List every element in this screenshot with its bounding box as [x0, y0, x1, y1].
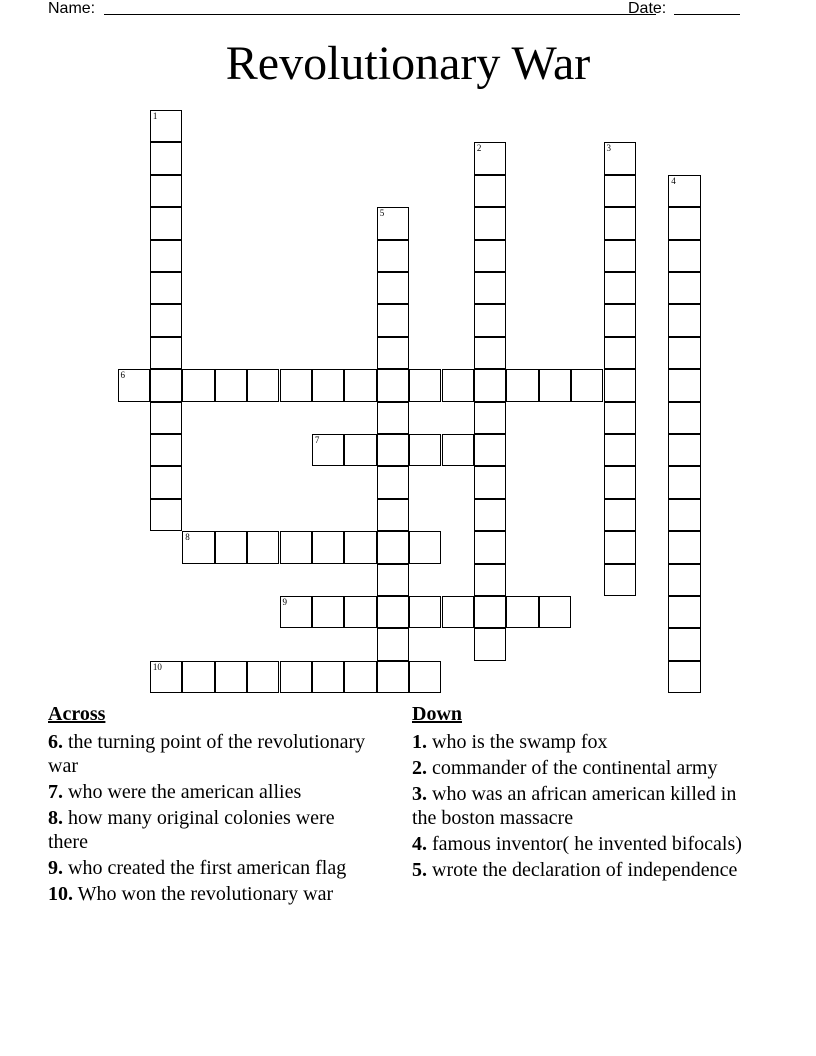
grid-cell[interactable]: [604, 304, 636, 336]
grid-cell[interactable]: [312, 369, 344, 401]
cell-number: 6: [120, 370, 125, 381]
grid-cell[interactable]: [474, 402, 506, 434]
grid-cell[interactable]: [344, 434, 376, 466]
grid-cell[interactable]: [377, 337, 409, 369]
grid-cell[interactable]: [474, 369, 506, 401]
grid-cell[interactable]: [442, 369, 474, 401]
grid-cell[interactable]: [150, 499, 182, 531]
clue-down-5: 5. wrote the declaration of independence: [412, 859, 738, 881]
grid-cell[interactable]: [377, 596, 409, 628]
grid-cell[interactable]: [247, 369, 279, 401]
grid-cell[interactable]: [150, 661, 182, 693]
clue-down-1: 1. who is the swamp fox: [412, 731, 608, 753]
grid-cell[interactable]: [150, 272, 182, 304]
grid-cell[interactable]: [182, 661, 214, 693]
grid-cell[interactable]: [604, 240, 636, 272]
grid-cell[interactable]: [539, 369, 571, 401]
grid-cell[interactable]: [409, 596, 441, 628]
grid-cell[interactable]: [409, 531, 441, 563]
grid-cell[interactable]: [150, 434, 182, 466]
across-clues: [48, 702, 378, 908]
grid-cell[interactable]: [377, 531, 409, 563]
grid-cell[interactable]: [150, 142, 182, 174]
grid-cell[interactable]: [280, 531, 312, 563]
grid-cell[interactable]: [377, 304, 409, 336]
grid-cell[interactable]: [506, 596, 538, 628]
grid-cell[interactable]: [474, 564, 506, 596]
grid-cell[interactable]: [668, 175, 700, 207]
grid-cell[interactable]: [474, 207, 506, 239]
grid-cell[interactable]: [474, 596, 506, 628]
grid-cell[interactable]: [442, 596, 474, 628]
grid-cell[interactable]: [604, 531, 636, 563]
grid-cell[interactable]: [312, 596, 344, 628]
cell-number: 5: [379, 208, 385, 219]
cell-number: 1: [152, 111, 158, 121]
grid-cell[interactable]: [344, 661, 376, 693]
grid-cell[interactable]: [150, 207, 182, 239]
grid-cell[interactable]: [150, 337, 182, 369]
grid-cell[interactable]: [377, 661, 409, 693]
grid-cell[interactable]: [344, 369, 376, 401]
grid-cell[interactable]: [668, 304, 700, 336]
grid-cell[interactable]: [377, 628, 409, 660]
grid-cell[interactable]: [668, 434, 700, 466]
down-heading: Down: [412, 703, 463, 725]
grid-cell[interactable]: [344, 596, 376, 628]
grid-cell[interactable]: [377, 272, 409, 304]
grid-cell[interactable]: [668, 337, 700, 369]
cell-number: 7: [314, 435, 320, 445]
grid-cell[interactable]: [474, 240, 506, 272]
grid-cell[interactable]: [604, 175, 636, 207]
grid-cell[interactable]: [215, 369, 247, 401]
grid-cell[interactable]: [604, 207, 636, 239]
clue-down-3: 3. who was an african american killed in the boston massacre: [412, 783, 737, 829]
grid-cell[interactable]: [409, 434, 441, 466]
grid-cell[interactable]: [118, 369, 150, 401]
grid-cell[interactable]: [668, 628, 700, 660]
grid-cell[interactable]: [604, 402, 636, 434]
grid-cell[interactable]: [474, 499, 506, 531]
grid-cell[interactable]: [474, 628, 506, 660]
grid-cell[interactable]: [442, 434, 474, 466]
grid-cell[interactable]: [280, 596, 312, 628]
grid-cell[interactable]: [604, 272, 636, 304]
cell-number: 9: [282, 597, 287, 607]
grid-cell[interactable]: [571, 369, 603, 401]
grid-cell[interactable]: [604, 142, 636, 174]
down-clues: [412, 702, 752, 884]
grid-cell[interactable]: [506, 369, 538, 401]
grid-cell[interactable]: [604, 466, 636, 498]
clue-across-9: 9. who created the first american flag: [48, 857, 347, 879]
clue-across-10: 10. Who won the revolutionary war: [48, 883, 334, 905]
grid-cell[interactable]: [604, 564, 636, 596]
grid-cell[interactable]: [668, 564, 700, 596]
grid-cell[interactable]: [474, 304, 506, 336]
grid-cell[interactable]: [474, 337, 506, 369]
grid-cell[interactable]: [377, 499, 409, 531]
date-label: Date:: [628, 0, 667, 17]
grid-cell[interactable]: [604, 434, 636, 466]
grid-cell[interactable]: [668, 272, 700, 304]
cell-number: 3: [606, 143, 611, 154]
grid-cell[interactable]: [150, 175, 182, 207]
grid-cell[interactable]: [344, 531, 376, 563]
grid-cell[interactable]: [150, 304, 182, 336]
grid-cell[interactable]: [247, 661, 279, 693]
cell-number: 8: [185, 532, 190, 543]
name-label: Name:: [48, 0, 96, 17]
grid-cell[interactable]: [312, 661, 344, 693]
grid-cell[interactable]: [668, 596, 700, 628]
grid-cell[interactable]: [474, 531, 506, 563]
cell-number: 10: [152, 661, 162, 672]
grid-cell[interactable]: [312, 434, 344, 466]
clue-down-4: 4. famous inventor( he invented bifocals): [412, 833, 742, 855]
grid-cell[interactable]: [280, 661, 312, 693]
grid-cell[interactable]: [668, 466, 700, 498]
cell-number: 4: [671, 175, 676, 186]
grid-cell[interactable]: [150, 402, 182, 434]
grid-cell[interactable]: [377, 240, 409, 272]
grid-cell[interactable]: [247, 531, 279, 563]
grid-cell[interactable]: [474, 142, 506, 174]
grid-cell[interactable]: [182, 369, 214, 401]
grid-cell[interactable]: [668, 207, 700, 239]
clue-across-7: 7. who were the american allies: [48, 781, 302, 803]
grid-cell[interactable]: [668, 240, 700, 272]
grid-cell[interactable]: [604, 369, 636, 401]
grid-cell[interactable]: [182, 531, 214, 563]
grid-cell[interactable]: [668, 499, 700, 531]
grid-cell[interactable]: [377, 402, 409, 434]
page-title: Revolutionary War: [225, 37, 591, 90]
grid-cell[interactable]: [377, 466, 409, 498]
grid-cell[interactable]: [474, 434, 506, 466]
grid-cell[interactable]: [150, 369, 182, 401]
clue-across-6: 6. the turning point of the revolutionary war: [48, 731, 366, 777]
grid-cell[interactable]: [280, 369, 312, 401]
grid-cell[interactable]: [215, 531, 247, 563]
grid-cell[interactable]: [668, 402, 700, 434]
grid-cell[interactable]: [668, 531, 700, 563]
grid-cell[interactable]: [409, 661, 441, 693]
grid-cell[interactable]: [215, 661, 247, 693]
grid-cell[interactable]: [474, 466, 506, 498]
grid-cell[interactable]: [474, 272, 506, 304]
grid-cell[interactable]: [150, 110, 182, 142]
grid-cell[interactable]: [474, 175, 506, 207]
grid-cell[interactable]: [668, 369, 700, 401]
grid-cell[interactable]: [604, 499, 636, 531]
grid-cell[interactable]: [604, 337, 636, 369]
cell-number: 2: [476, 143, 482, 154]
clue-across-8: 8. how many original colonies were there: [48, 807, 335, 853]
grid-cell[interactable]: [377, 207, 409, 239]
grid-cell[interactable]: [150, 240, 182, 272]
grid-cell[interactable]: [312, 531, 344, 563]
clue-down-2: 2. commander of the continental army: [412, 757, 718, 779]
grid-cell[interactable]: [150, 466, 182, 498]
grid-cell[interactable]: [377, 564, 409, 596]
across-heading: Across: [48, 703, 106, 725]
grid-cell[interactable]: [377, 434, 409, 466]
grid-cell[interactable]: [668, 661, 700, 693]
grid-cell[interactable]: [539, 596, 571, 628]
grid-cell[interactable]: [409, 369, 441, 401]
grid-cell[interactable]: [377, 369, 409, 401]
